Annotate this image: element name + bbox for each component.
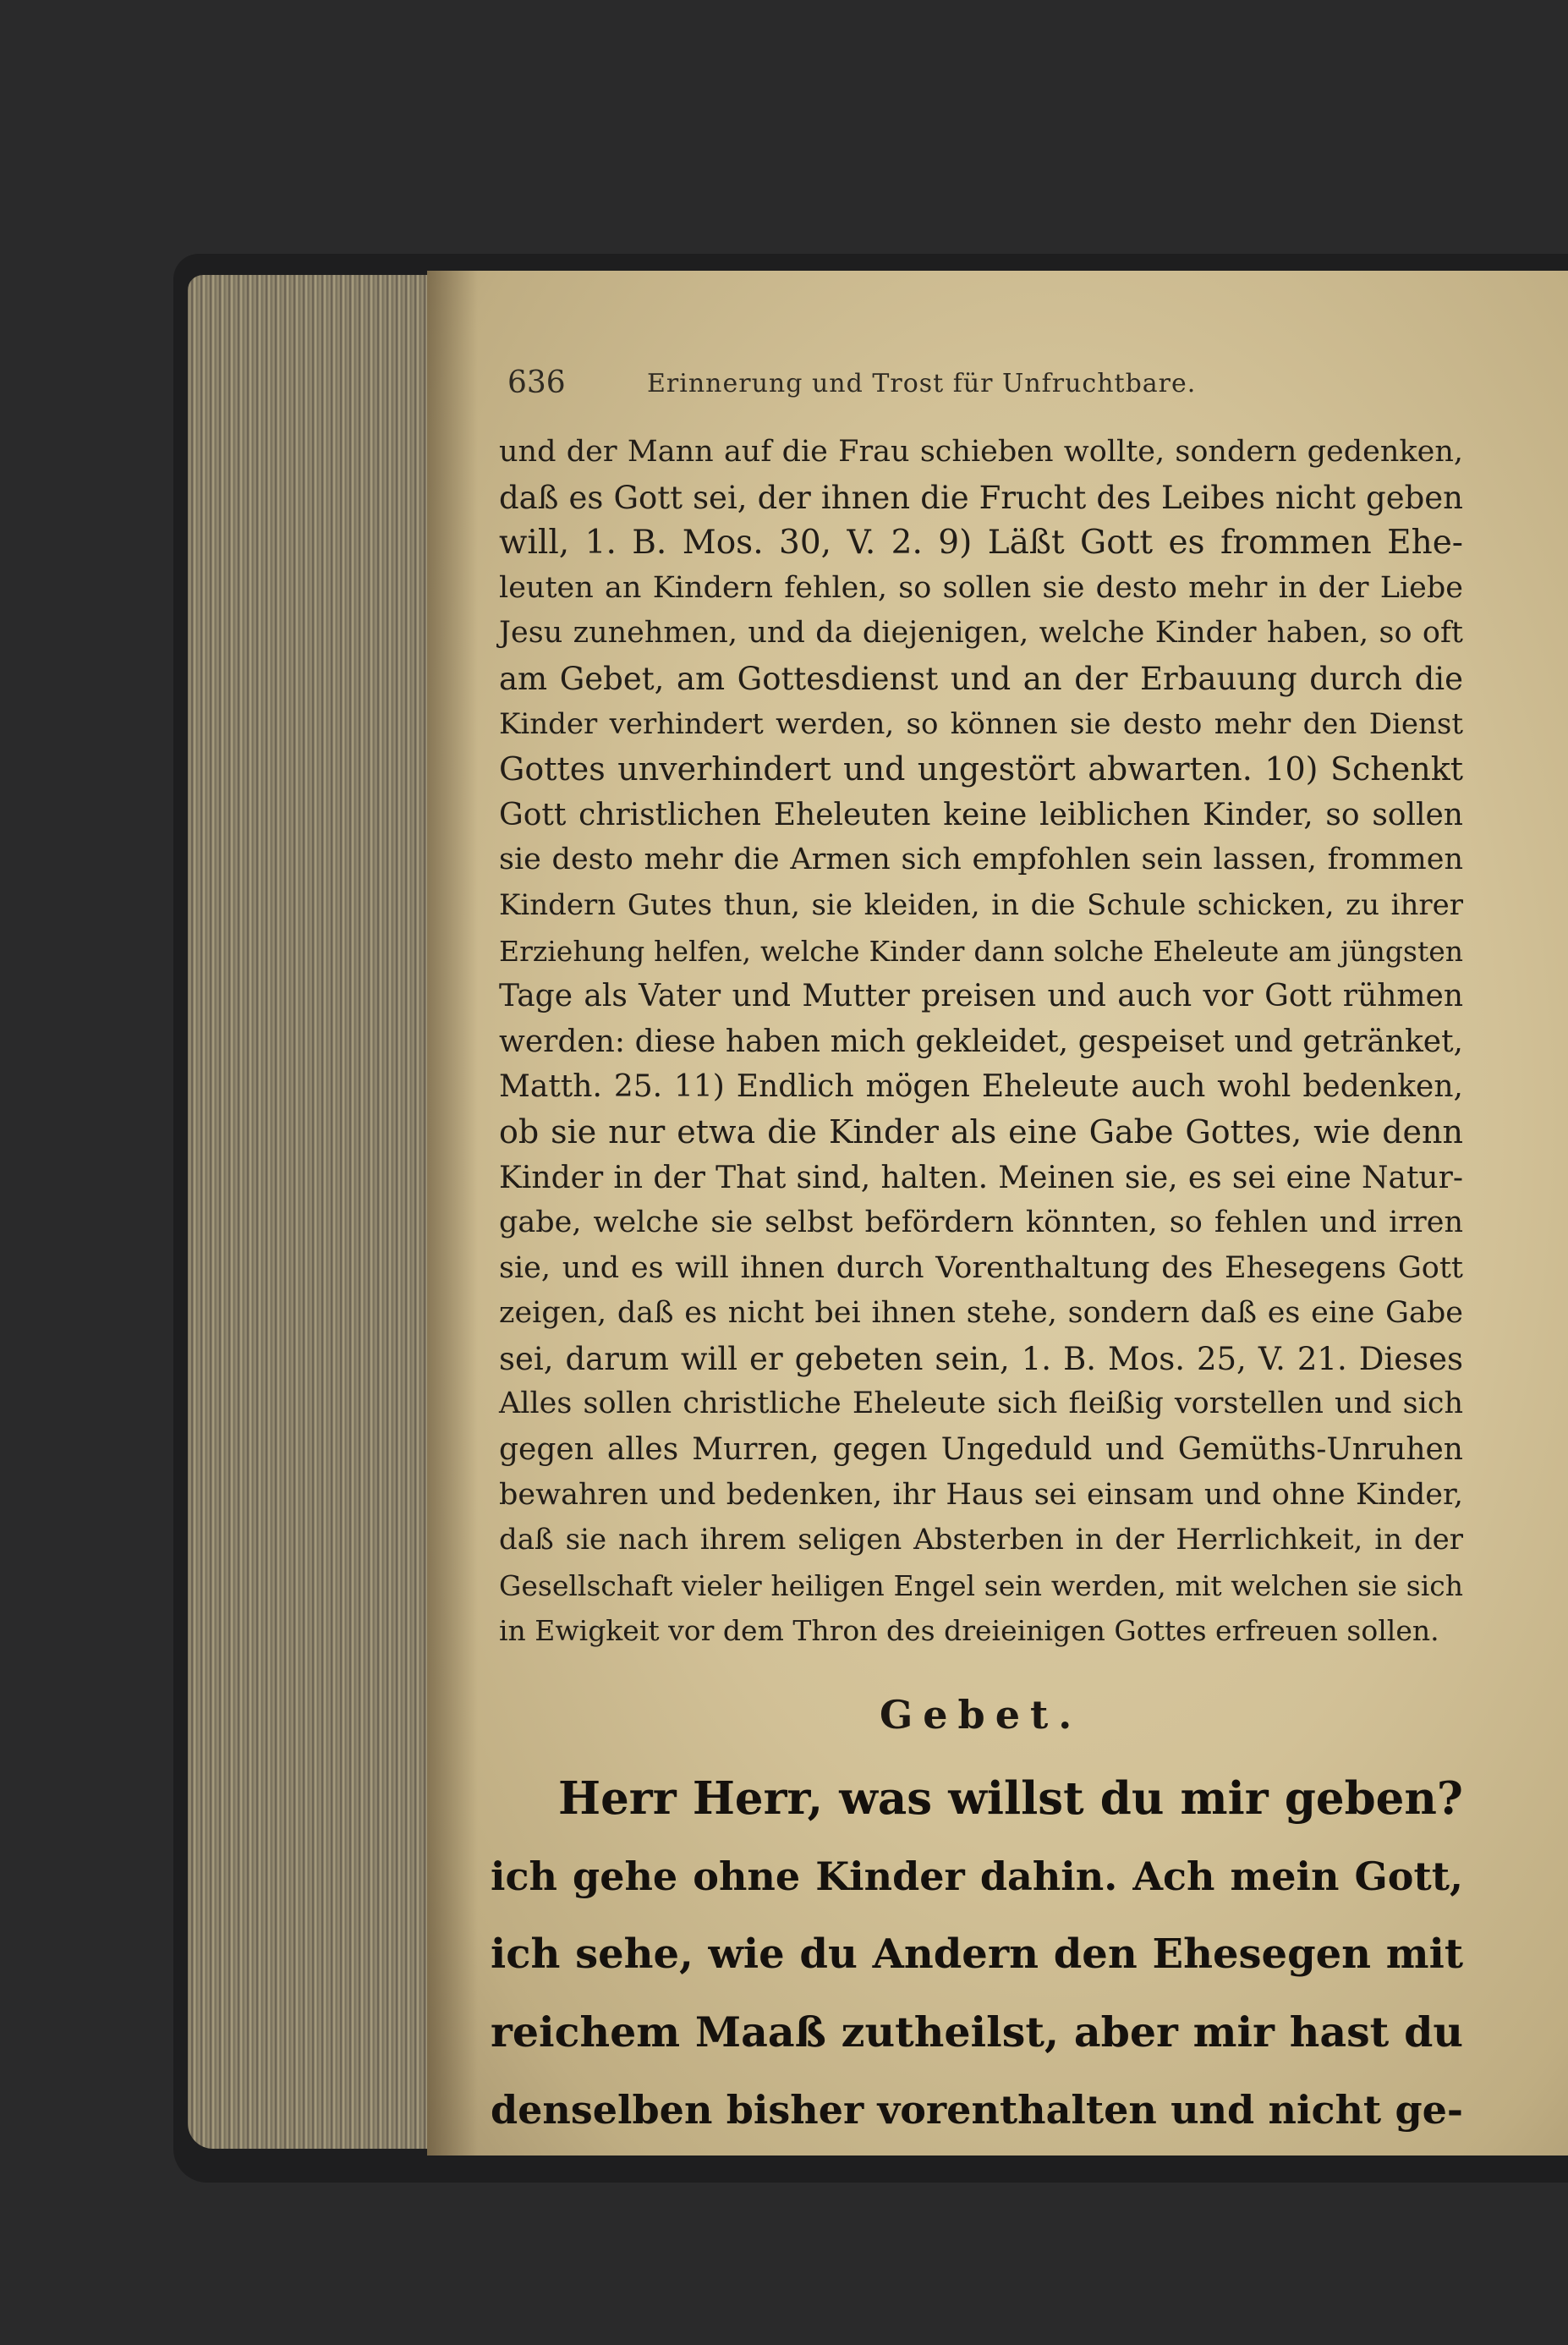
text-line: Gott christlichen Eheleuten keine leiblichen Kinder, so sollen (499, 797, 1463, 832)
text-line: Kinder in der That sind, halten. Meinen sie, es sei eine Natur- (499, 1160, 1463, 1195)
prayer-line: Herr Herr, was willst du mir geben? (558, 1772, 1463, 1825)
prayer-line: reichem Maaß zutheilst, aber mir hast du (491, 2007, 1463, 2057)
text-line: Gesellschaft vieler heiligen Engel sein werden, mit welchen sie sich (499, 1568, 1463, 1602)
text-line: in Ewigkeit vor dem Thron des dreieinigen Gottes erfreuen sollen. (499, 1614, 1439, 1648)
prayer-line: denselben bisher vorenthalten und nicht ge- (491, 2087, 1463, 2133)
section-heading: Gebet. (880, 1692, 1083, 1738)
text-line: gegen alles Murren, gegen Ungeduld und Gemüths-Unruhen (499, 1432, 1463, 1468)
text-line: bewahren und bedenken, ihr Haus sei einsam und ohne Kinder, (499, 1477, 1463, 1512)
text-line: am Gebet, am Gottesdienst und an der Erbauung durch die (499, 660, 1463, 697)
text-line: werden: diese haben mich gekleidet, gespeiset und getränket, (499, 1024, 1463, 1059)
text-line: sie, und es will ihnen durch Vorenthaltung des Ehesegens Gott (499, 1250, 1463, 1285)
text-line: will, 1. B. Mos. 30, V. 2. 9) Läßt Gott es frommen Ehe- (499, 524, 1463, 563)
text-line: Tage als Vater und Mutter preisen und auch vor Gott rühmen (499, 979, 1463, 1014)
text-line: sei, darum will er gebeten sein, 1. B. Mos. 25, V. 21. Dieses (499, 1340, 1463, 1377)
text-line: Kindern Gutes thun, sie kleiden, in die Schule schicken, zu ihrer (499, 887, 1463, 922)
text-line: zeigen, daß es nicht bei ihnen stehe, sondern daß es eine Gabe (499, 1296, 1463, 1331)
text-line: Matth. 25. 11) Endlich mögen Eheleute auch wohl bedenken, (499, 1069, 1463, 1105)
page-header (507, 365, 1252, 408)
text-line: gabe, welche sie selbst befördern könnten, so fehlen und irren (499, 1205, 1463, 1240)
page-edges (188, 275, 441, 2149)
prayer-line: ich gehe ohne Kinder dahin. Ach mein Gott, (491, 1853, 1463, 1899)
page-number: 636 (507, 365, 566, 400)
text-line: sie desto mehr die Armen sich empfohlen sein lassen, frommen (499, 843, 1463, 877)
text-line: daß es Gott sei, der ihnen die Frucht des Leibes nicht geben (499, 479, 1463, 516)
prayer-line: ich sehe, wie du Andern den Ehesegen mit (491, 1930, 1463, 1978)
running-title: Erinnerung und Trost für Unfruchtbare. (647, 369, 1197, 398)
body-text (499, 430, 1463, 1654)
text-line: Jesu zunehmen, und da diejenigen, welche Kinder haben, so oft (499, 616, 1463, 651)
prayer-text (491, 1760, 1463, 2149)
text-line: und der Mann auf die Frau schieben wollte, sondern gedenken, (499, 435, 1463, 469)
text-line: leuten an Kindern fehlen, so sollen sie desto mehr in der Liebe (499, 570, 1463, 605)
text-line: Erziehung helfen, welche Kinder dann solche Eheleute am jüngsten (499, 934, 1463, 968)
text-line: daß sie nach ihrem seligen Absterben in der Herrlichkeit, in der (499, 1523, 1463, 1557)
text-line: ob sie nur etwa die Kinder als eine Gabe Gottes, wie denn (499, 1112, 1463, 1151)
text-line: Gottes unverhindert und ungestört abwarten. 10) Schenkt (499, 750, 1463, 788)
text-line: Kinder verhindert werden, so können sie desto mehr den Dienst (499, 706, 1463, 741)
text-line: Alles sollen christliche Eheleute sich fleißig vorstellen und sich (499, 1387, 1463, 1421)
